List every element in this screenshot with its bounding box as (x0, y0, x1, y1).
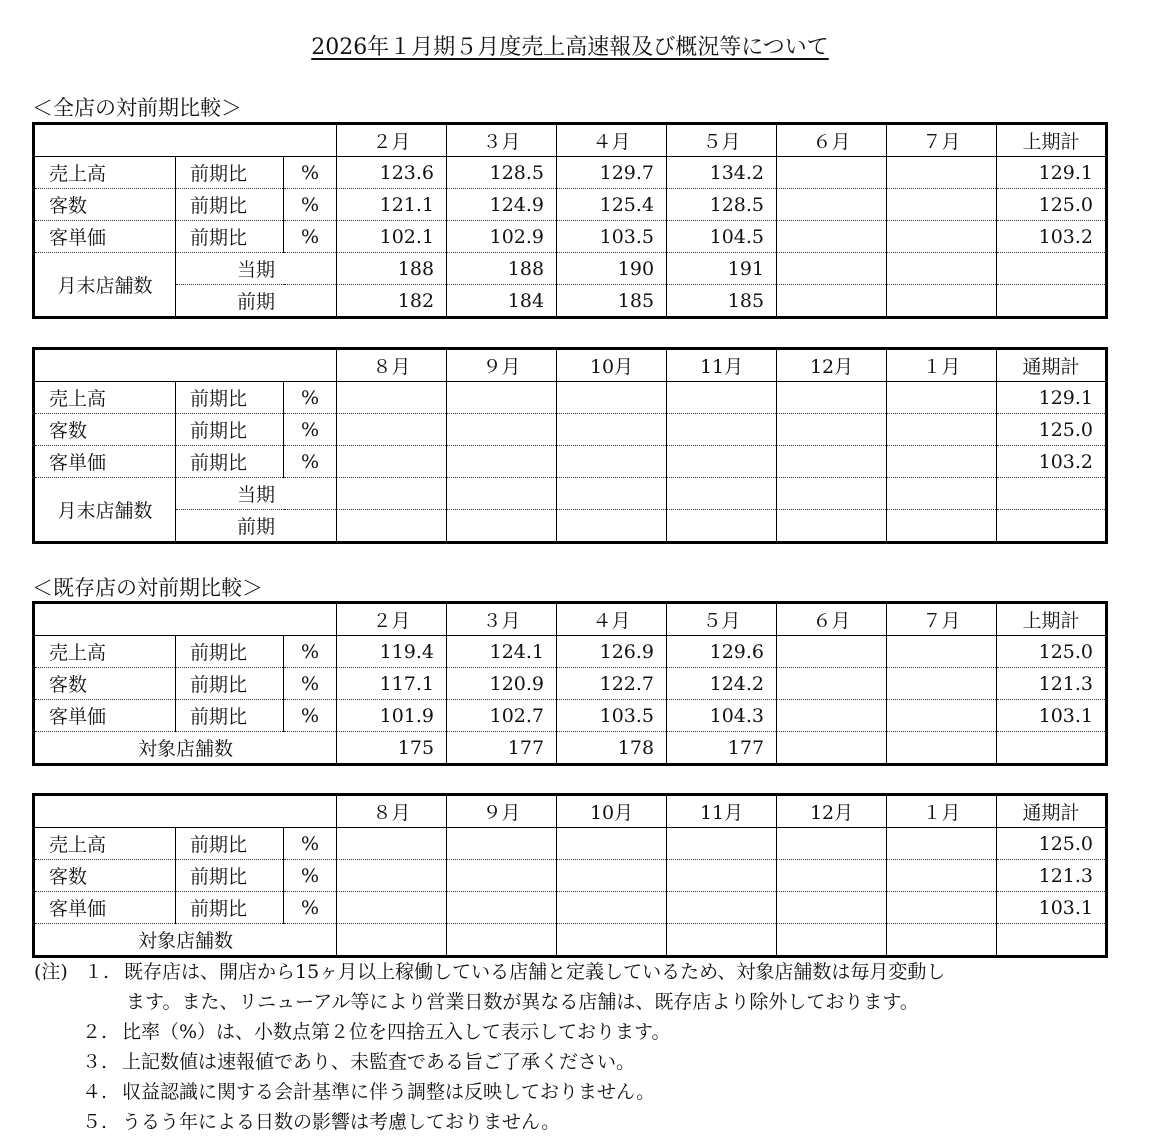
total-cell: 125.0 (997, 189, 1107, 221)
row-sublabel-yoy: 前期比 (176, 446, 284, 478)
value-cell (337, 924, 447, 957)
value-cell: 124.2 (667, 668, 777, 700)
value-cell (887, 285, 997, 318)
row-label-target-stores: 対象店舗数 (34, 732, 337, 765)
value-cell: 101.9 (337, 700, 447, 732)
value-cell (447, 860, 557, 892)
value-cell (557, 414, 667, 446)
month-header: 12月 (777, 349, 887, 382)
value-cell (777, 828, 887, 860)
value-cell: 102.7 (447, 700, 557, 732)
row-label-store-count: 月末店舗数 (34, 253, 176, 318)
value-cell (887, 892, 997, 924)
value-cell (777, 414, 887, 446)
table-row-stores-current (34, 253, 1107, 285)
value-cell: 129.6 (667, 636, 777, 668)
table-row-stores-previous (34, 510, 1107, 543)
row-unit-pct: % (284, 700, 337, 732)
month-header: ３月 (447, 603, 557, 636)
value-cell (887, 253, 997, 285)
month-header: ５月 (667, 124, 777, 157)
row-sublabel-yoy: 前期比 (176, 860, 284, 892)
month-header: ７月 (887, 124, 997, 157)
value-cell (667, 446, 777, 478)
value-cell (447, 510, 557, 543)
row-label-customers: 客数 (34, 860, 176, 892)
total-cell: 129.1 (997, 382, 1107, 414)
value-cell: 104.5 (667, 221, 777, 253)
value-cell (887, 828, 997, 860)
row-unit-pct: % (284, 414, 337, 446)
value-cell (667, 382, 777, 414)
table-header-row (34, 795, 1107, 828)
value-cell (777, 860, 887, 892)
value-cell: 128.5 (667, 189, 777, 221)
value-cell (887, 382, 997, 414)
table-row-avg-price (34, 221, 1107, 253)
note-item (34, 1047, 1134, 1077)
value-cell (887, 478, 997, 510)
value-cell (777, 285, 887, 318)
note-text: 比率（%）は、小数点第２位を四捨五入して表示しております。 (122, 1021, 671, 1043)
value-cell (777, 732, 887, 765)
value-cell: 129.7 (557, 157, 667, 189)
value-cell (777, 189, 887, 221)
month-header: 11月 (667, 349, 777, 382)
row-label-store-count: 月末店舗数 (34, 478, 176, 543)
total-cell: 125.0 (997, 414, 1107, 446)
value-cell (887, 732, 997, 765)
all-stores-second-half-table (32, 347, 1108, 544)
month-header: ５月 (667, 603, 777, 636)
value-cell (777, 382, 887, 414)
row-sublabel-yoy: 前期比 (176, 221, 284, 253)
value-cell (667, 478, 777, 510)
notes-section (34, 957, 1134, 1137)
value-cell: 177 (447, 732, 557, 765)
value-cell: 128.5 (447, 157, 557, 189)
value-cell: 185 (557, 285, 667, 318)
total-cell: 103.2 (997, 221, 1107, 253)
row-unit-pct: % (284, 382, 337, 414)
existing-stores-first-half-table (32, 601, 1108, 766)
row-unit-pct: % (284, 157, 337, 189)
value-cell: 191 (667, 253, 777, 285)
row-label-avg-price: 客単価 (34, 892, 176, 924)
total-cell (997, 732, 1107, 765)
row-unit-pct: % (284, 446, 337, 478)
value-cell (447, 892, 557, 924)
month-header: ４月 (557, 124, 667, 157)
value-cell (557, 478, 667, 510)
value-cell: 177 (667, 732, 777, 765)
value-cell (557, 382, 667, 414)
value-cell: 104.3 (667, 700, 777, 732)
table-row-sales (34, 382, 1107, 414)
total-cell (997, 285, 1107, 318)
value-cell (777, 446, 887, 478)
value-cell (447, 828, 557, 860)
table-row-target-stores (34, 924, 1107, 957)
month-header: ４月 (557, 603, 667, 636)
total-header: 通期計 (997, 349, 1107, 382)
value-cell: 126.9 (557, 636, 667, 668)
value-cell (447, 382, 557, 414)
total-cell: 129.1 (997, 157, 1107, 189)
total-cell: 103.1 (997, 700, 1107, 732)
value-cell (447, 414, 557, 446)
total-cell: 103.2 (997, 446, 1107, 478)
total-cell: 103.1 (997, 892, 1107, 924)
value-cell (447, 924, 557, 957)
value-cell (337, 510, 447, 543)
table-row-stores-current (34, 478, 1107, 510)
notes-prefix: (注) (34, 961, 68, 983)
row-sublabel-yoy: 前期比 (176, 157, 284, 189)
value-cell: 123.6 (337, 157, 447, 189)
value-cell (887, 510, 997, 543)
value-cell (777, 636, 887, 668)
row-label-avg-price: 客単価 (34, 446, 176, 478)
value-cell (777, 700, 887, 732)
month-header: ９月 (447, 349, 557, 382)
table-row-target-stores (34, 732, 1107, 765)
value-cell (557, 924, 667, 957)
row-label-avg-price: 客単価 (34, 700, 176, 732)
all-stores-first-half-table (32, 122, 1108, 319)
table-row-avg-price (34, 446, 1107, 478)
value-cell (557, 892, 667, 924)
value-cell: 124.9 (447, 189, 557, 221)
month-header: ６月 (777, 603, 887, 636)
row-unit-pct: % (284, 860, 337, 892)
value-cell: 185 (667, 285, 777, 318)
value-cell (887, 189, 997, 221)
row-sublabel-yoy: 前期比 (176, 382, 284, 414)
value-cell (887, 860, 997, 892)
table-header-row (34, 124, 1107, 157)
note-number: ５. (82, 1111, 108, 1133)
value-cell: 120.9 (447, 668, 557, 700)
value-cell (667, 828, 777, 860)
note-item (34, 1017, 1134, 1047)
value-cell (777, 157, 887, 189)
row-unit-pct: % (284, 636, 337, 668)
value-cell (337, 414, 447, 446)
value-cell: 134.2 (667, 157, 777, 189)
row-label-customers: 客数 (34, 189, 176, 221)
total-header: 上期計 (997, 603, 1107, 636)
note-item (34, 1107, 1134, 1137)
month-header: ２月 (337, 603, 447, 636)
value-cell: 178 (557, 732, 667, 765)
value-cell: 124.1 (447, 636, 557, 668)
total-cell: 121.3 (997, 668, 1107, 700)
total-cell (997, 510, 1107, 543)
note-item (34, 1077, 1134, 1107)
month-header: ７月 (887, 603, 997, 636)
value-cell (557, 828, 667, 860)
value-cell: 121.1 (337, 189, 447, 221)
row-label-sales: 売上高 (34, 157, 176, 189)
value-cell: 184 (447, 285, 557, 318)
row-label-customers: 客数 (34, 668, 176, 700)
table-row-avg-price (34, 892, 1107, 924)
row-sublabel-yoy: 前期比 (176, 189, 284, 221)
value-cell (337, 446, 447, 478)
month-header: １月 (887, 795, 997, 828)
value-cell (777, 668, 887, 700)
month-header: 10月 (557, 349, 667, 382)
table-row-sales (34, 636, 1107, 668)
row-sublabel-yoy: 前期比 (176, 828, 284, 860)
row-label-sales: 売上高 (34, 382, 176, 414)
value-cell (667, 924, 777, 957)
total-header: 上期計 (997, 124, 1107, 157)
total-cell: 121.3 (997, 860, 1107, 892)
row-sublabel-yoy: 前期比 (176, 414, 284, 446)
value-cell (667, 510, 777, 543)
row-sublabel-yoy: 前期比 (176, 636, 284, 668)
row-label-target-stores: 対象店舗数 (34, 924, 337, 957)
row-sublabel-previous: 前期 (176, 285, 337, 318)
header-blank-cell (34, 349, 337, 382)
value-cell (337, 828, 447, 860)
value-cell: 122.7 (557, 668, 667, 700)
value-cell (887, 446, 997, 478)
value-cell: 103.5 (557, 221, 667, 253)
table-row-stores-previous (34, 285, 1107, 318)
value-cell (557, 446, 667, 478)
table-header-row (34, 603, 1107, 636)
row-sublabel-current: 当期 (176, 253, 337, 285)
table-row-sales (34, 157, 1107, 189)
table-row-customers (34, 668, 1107, 700)
month-header: 12月 (777, 795, 887, 828)
value-cell (557, 860, 667, 892)
value-cell: 190 (557, 253, 667, 285)
page-title: 2026年１月期５月度売上高速報及び概況等について (311, 35, 829, 60)
table-row-customers (34, 414, 1107, 446)
value-cell (447, 446, 557, 478)
value-cell (777, 510, 887, 543)
value-cell: 102.1 (337, 221, 447, 253)
row-unit-pct: % (284, 189, 337, 221)
row-unit-pct: % (284, 892, 337, 924)
note-text: うるう年による日数の影響は考慮しておりません。 (122, 1111, 561, 1133)
note-text: 収益認識に関する会計基準に伴う調整は反映しておりません。 (122, 1081, 656, 1103)
note-continuation: ます。また、リニューアル等により営業日数が異なる店舗は、既存店より除外しております。 (126, 991, 919, 1013)
header-blank-cell (34, 795, 337, 828)
total-cell: 125.0 (997, 828, 1107, 860)
existing-stores-second-half-table (32, 793, 1108, 958)
note-number: １. (84, 961, 110, 983)
month-header: １月 (887, 349, 997, 382)
row-unit-pct: % (284, 221, 337, 253)
row-label-sales: 売上高 (34, 636, 176, 668)
value-cell: 103.5 (557, 700, 667, 732)
note-item (34, 957, 1134, 987)
value-cell (337, 478, 447, 510)
value-cell: 175 (337, 732, 447, 765)
value-cell (337, 892, 447, 924)
row-sublabel-yoy: 前期比 (176, 700, 284, 732)
total-cell (997, 478, 1107, 510)
note-number: ４. (82, 1081, 108, 1103)
table-row-sales (34, 828, 1107, 860)
value-cell (777, 253, 887, 285)
value-cell (777, 478, 887, 510)
note-number: ２. (82, 1021, 108, 1043)
note-text: 既存店は、開店から15ヶ月以上稼働している店舗と定義しているため、対象店舗数は毎月変動し (124, 961, 946, 983)
header-blank-cell (34, 124, 337, 157)
month-header: ３月 (447, 124, 557, 157)
value-cell: 182 (337, 285, 447, 318)
row-label-sales: 売上高 (34, 828, 176, 860)
value-cell (667, 414, 777, 446)
month-header: ６月 (777, 124, 887, 157)
section-heading-all-stores: ＜全店の対前期比較＞ (32, 96, 242, 120)
value-cell (887, 636, 997, 668)
value-cell (447, 478, 557, 510)
row-unit-pct: % (284, 828, 337, 860)
row-sublabel-previous: 前期 (176, 510, 337, 543)
month-header: 11月 (667, 795, 777, 828)
value-cell (777, 892, 887, 924)
value-cell (887, 414, 997, 446)
month-header: ８月 (337, 795, 447, 828)
total-cell (997, 253, 1107, 285)
row-sublabel-yoy: 前期比 (176, 668, 284, 700)
value-cell (337, 382, 447, 414)
value-cell: 125.4 (557, 189, 667, 221)
header-blank-cell (34, 603, 337, 636)
row-label-avg-price: 客単価 (34, 221, 176, 253)
row-sublabel-yoy: 前期比 (176, 892, 284, 924)
month-header: ８月 (337, 349, 447, 382)
table-header-row (34, 349, 1107, 382)
table-row-avg-price (34, 700, 1107, 732)
note-number: ３. (82, 1051, 108, 1073)
note-text: 上記数値は速報値であり、未監査である旨ご了承ください。 (122, 1051, 636, 1073)
month-header: 10月 (557, 795, 667, 828)
value-cell (777, 924, 887, 957)
table-row-customers (34, 860, 1107, 892)
value-cell (667, 860, 777, 892)
value-cell (337, 860, 447, 892)
value-cell (887, 221, 997, 253)
month-header: ９月 (447, 795, 557, 828)
total-cell: 125.0 (997, 636, 1107, 668)
value-cell: 188 (337, 253, 447, 285)
value-cell (887, 924, 997, 957)
value-cell: 119.4 (337, 636, 447, 668)
value-cell (667, 892, 777, 924)
value-cell (777, 221, 887, 253)
row-label-customers: 客数 (34, 414, 176, 446)
value-cell (887, 668, 997, 700)
month-header: ２月 (337, 124, 447, 157)
total-cell (997, 924, 1107, 957)
section-heading-existing-stores: ＜既存店の対前期比較＞ (32, 576, 263, 600)
row-unit-pct: % (284, 668, 337, 700)
value-cell: 102.9 (447, 221, 557, 253)
table-row-customers (34, 189, 1107, 221)
value-cell: 117.1 (337, 668, 447, 700)
total-header: 通期計 (997, 795, 1107, 828)
row-sublabel-current: 当期 (176, 478, 337, 510)
value-cell: 188 (447, 253, 557, 285)
value-cell (557, 510, 667, 543)
value-cell (887, 700, 997, 732)
value-cell (887, 157, 997, 189)
